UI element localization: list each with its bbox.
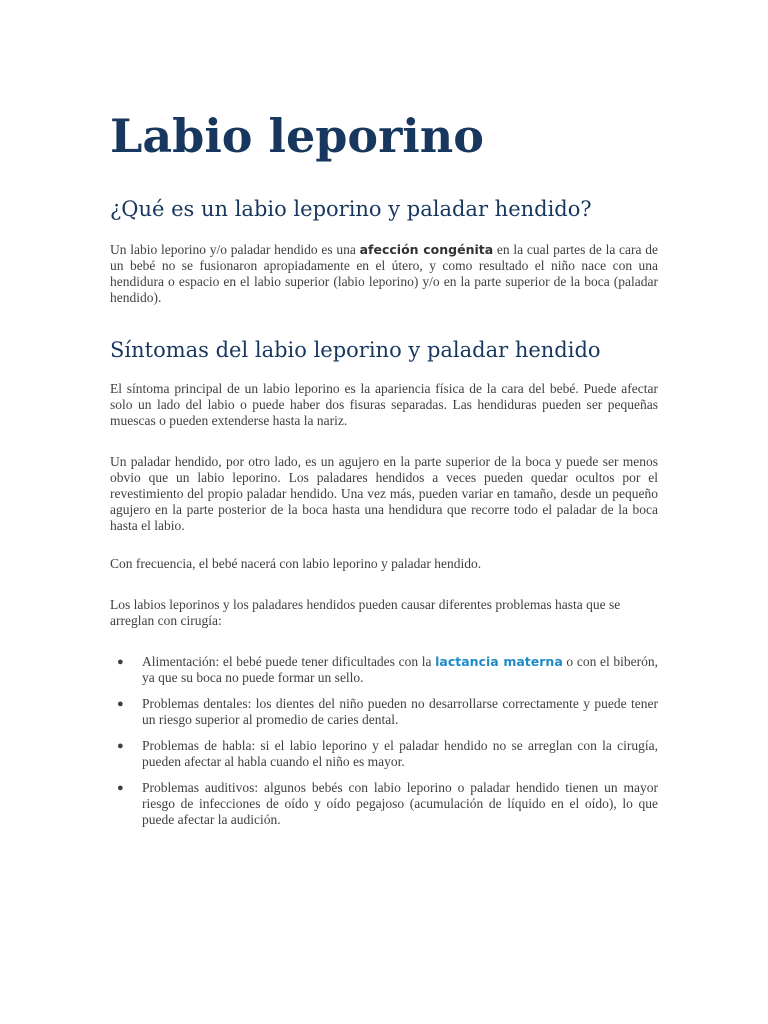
bullet-icon: ●	[117, 698, 124, 710]
list-item-auditivos	[110, 780, 658, 828]
list-item-dentales	[110, 696, 658, 728]
bold-term-afeccion-congenita: afección congénita	[359, 242, 494, 257]
list-item-alimentacion	[110, 654, 658, 686]
paragraph-definition-text-start: Un labio leporino y/o paladar hendido es una	[110, 242, 360, 257]
list-item-alimentacion-text-end: o con el biberón, ya que su boca no puede formar un sello.	[142, 654, 658, 685]
paragraph-cleft-palate: Un paladar hendido, por otro lado, es un agujero en la parte superior de la boca y puede ser menos obvio que un labio leporino. Los paladares hendidos a veces pueden quedar ocultos por el revestimiento del propio paladar hendido. Una vez más, pueden variar en tamaño, desde un pequeño agujero en la parte posterior de la boca hasta una hendidura que recorre todo el paladar de la boca hasta el labio.	[110, 454, 658, 533]
list-item-dentales-text: Problemas dentales: los dientes del niño pueden no desarrollarse correctamente y puede tener un riesgo superior al promedio de caries dental.	[142, 696, 658, 727]
list-item-auditivos-text: Problemas auditivos: algunos bebés con labio leporino o paladar hendido tienen un mayor riesgo de infecciones de oído y oído pegajoso (acumulación de líquido en el oído), lo que puede afectar la audición.	[142, 780, 658, 827]
paragraph-definition	[110, 242, 658, 306]
list-item-habla-text: Problemas de habla: si el labio leporino y el paladar hendido no se arreglan con la cirugía, pueden afectar al habla cuando el niño es mayor.	[142, 738, 658, 769]
paragraph-main-symptom: El síntoma principal de un labio leporino es la apariencia física de la cara del bebé. Puede afectar solo un lado del labio o puede haber dos fisuras separadas. Las hendiduras pueden ser pequeñas muescas o pueden extenderse hasta la nariz.	[110, 381, 658, 428]
section-heading-que-es: ¿Qué es un labio leporino y paladar hendido?	[110, 197, 592, 221]
section-heading-sintomas: Síntomas del labio leporino y paladar hendido	[110, 338, 601, 362]
paragraph-frequency: Con frecuencia, el bebé nacerá con labio leporino y paladar hendido.	[110, 556, 482, 571]
list-item-alimentacion-text-start: Alimentación: el bebé puede tener dificultades con la	[142, 654, 436, 669]
lactancia-materna-link[interactable]: lactancia materna	[435, 654, 563, 669]
paragraph-definition-text-end: en la cual partes de la cara de un bebé no se fusionaron apropiadamente en el útero, y como resultado el niño nace con una hendidura o espacio en el labio superior (labio leporino) y/o en la parte superior de la boca (paladar hendido).	[110, 242, 659, 305]
bullet-icon: ●	[117, 782, 124, 794]
bullet-icon: ●	[117, 656, 124, 668]
list-item-habla	[110, 738, 658, 770]
page-title: Labio leporino	[110, 109, 484, 163]
problems-list	[110, 654, 658, 838]
bullet-icon: ●	[117, 740, 124, 752]
paragraph-problems-intro: Los labios leporinos y los paladares hendidos pueden causar diferentes problemas hasta que se arreglan con cirugía:	[110, 597, 621, 628]
